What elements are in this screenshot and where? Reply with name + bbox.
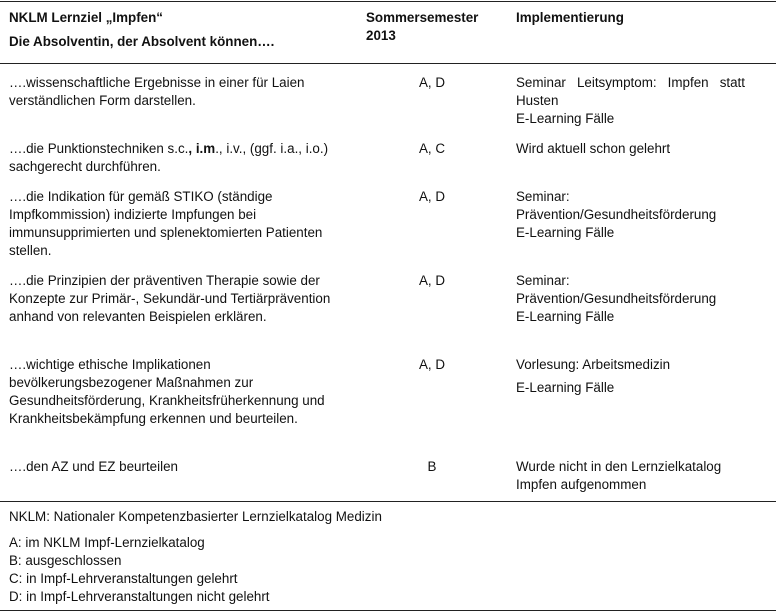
table-footnote <box>9 508 709 606</box>
objective-cell: ….die Indikation für gemäß STIKO (ständige Impfkommission) indizierte Impfungen bei immunsupprimierten und splenektomierten Patienten stellen. <box>9 189 323 258</box>
column-header-implementation: Implementierung <box>516 10 624 25</box>
implementation-cell <box>516 74 745 128</box>
implementation-line: E-Learning Fälle <box>516 309 615 324</box>
implementation-line: Prävention/Gesundheitsförderung <box>516 291 717 306</box>
objective-cell <box>9 140 349 176</box>
implementation-line: Seminar: <box>516 273 570 288</box>
implementation-line: Vorlesung: Arbeitsmedizin <box>516 357 671 372</box>
table-top-rule <box>0 1 776 2</box>
implementation-line: Wurde nicht in den Lernzielkatalog <box>516 459 722 474</box>
column-header-objective-subtitle: Die Absolventin, der Absolvent können…. <box>9 34 275 49</box>
objective-text-bold: , i.m <box>188 141 216 156</box>
column-header-objective <box>9 9 349 51</box>
implementation-line: Impfen aufgenommen <box>516 477 647 492</box>
implementation-cell <box>516 458 745 494</box>
objective-cell: ….den AZ und EZ beurteilen <box>9 459 178 474</box>
implementation-cell <box>516 272 745 326</box>
footer-rule <box>0 501 776 502</box>
objective-text-start: ….die Punktionstechniken s.c. <box>9 141 189 156</box>
objective-cell: ….die Prinzipien der präventiven Therapie sowie der Konzepte zur Primär-, Sekundär-und Tertiärprävention anhand von relevanten Beispielen erklären. <box>9 273 331 324</box>
header-rule <box>0 63 776 64</box>
implementation-cell <box>516 188 745 242</box>
legend-item: D: in Impf-Lehrveranstaltungen nicht gelehrt <box>9 589 270 604</box>
column-header-objective-title: NKLM Lernziel „Impfen“ <box>9 10 163 25</box>
implementation-cell <box>516 356 745 397</box>
legend-item: B: ausgeschlossen <box>9 553 122 568</box>
objective-cell: ….wichtige ethische Implikationen bevölkerungsbezogener Maßnahmen zur Gesundheitsförderung, Krankheitsfrüherkennung und Krankheitsbekämpfung erkennen und beurteilen. <box>9 357 325 426</box>
semester-cell: A, D <box>418 189 446 204</box>
implementation-line: E-Learning Fälle <box>516 380 615 395</box>
legend-item: A: im NKLM Impf-Lernzielkatalog <box>9 535 205 550</box>
implementation-line: Prävention/Gesundheitsförderung <box>516 207 717 222</box>
objective-cell: ….wissenschaftliche Ergebnisse in einer für Laien verständlichen Form darstellen. <box>9 75 305 108</box>
implementation-line: E-Learning Fälle <box>516 111 615 126</box>
semester-cell: A, C <box>418 141 446 156</box>
column-header-semester: Sommersemester 2013 <box>366 10 479 43</box>
semester-cell: A, D <box>418 75 446 90</box>
implementation-line: Seminar: <box>516 189 570 204</box>
semester-cell: A, D <box>418 357 446 372</box>
implementation-line: Wird aktuell schon gelehrt <box>516 141 671 156</box>
implementation-line: Husten <box>516 93 559 108</box>
semester-cell: B <box>427 459 437 474</box>
objective-text-end: ., i.v., (ggf. i.a., i.o.) sachgerecht durchführen. <box>9 141 329 174</box>
legend-item: C: in Impf-Lehrveranstaltungen gelehrt <box>9 571 238 586</box>
implementation-line: E-Learning Fälle <box>516 225 615 240</box>
implementation-cell <box>516 140 745 158</box>
footnote-abbreviation: NKLM: Nationaler Kompetenzbasierter Lernzielkatalog Medizin <box>9 509 382 524</box>
implementation-line: Seminar Leitsymptom: Impfen statt <box>516 75 745 90</box>
table-bottom-rule <box>0 610 776 611</box>
semester-cell: A, D <box>418 273 446 288</box>
